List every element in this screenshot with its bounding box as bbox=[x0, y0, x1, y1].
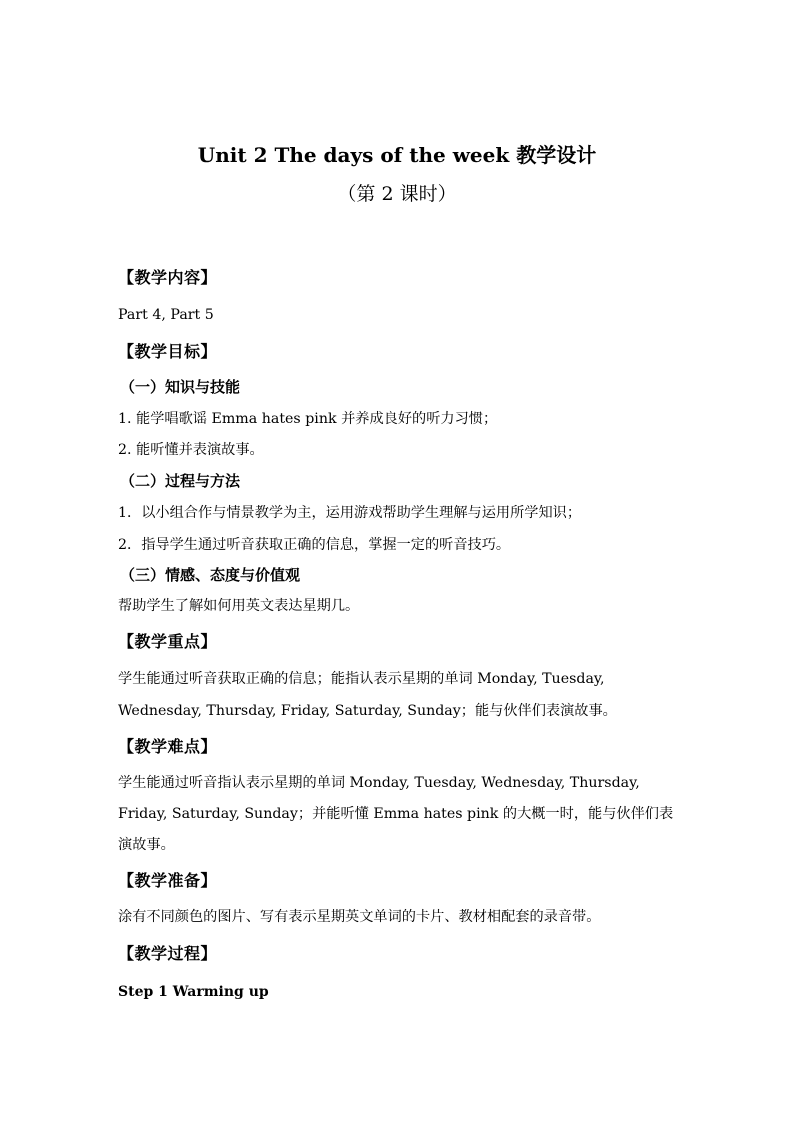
section-heading-goals: 【教学目标】 bbox=[118, 342, 218, 361]
difficult-points-line: Friday, Saturday, Sunday；并能听懂 Emma hates pink 的大概一时，能与伙伴们表 bbox=[118, 806, 674, 822]
section-heading-content: 【教学内容】 bbox=[118, 268, 218, 287]
step-1-heading: Step 1 Warming up bbox=[118, 984, 269, 1000]
section-heading-preparation: 【教学准备】 bbox=[118, 871, 218, 890]
key-points-line: 学生能通过听音获取正确的信息；能指认表示星期的单词 Monday, Tuesday, bbox=[118, 671, 605, 687]
goal-2-item: 1．以小组合作与情景教学为主，运用游戏帮助学生理解与运用所学知识； bbox=[118, 505, 582, 521]
goal-3-text: 帮助学生了解如何用英文表达星期几。 bbox=[118, 598, 360, 614]
content-text: Part 4, Part 5 bbox=[118, 307, 214, 323]
goal-1-item: 1. 能学唱歌谣 Emma hates pink 并养成良好的听力习惯； bbox=[118, 411, 498, 427]
section-heading-process: 【教学过程】 bbox=[118, 944, 218, 963]
document-title: Unit 2 The days of the week 教学设计 bbox=[197, 143, 597, 167]
section-heading-key-points: 【教学重点】 bbox=[118, 632, 218, 651]
subheading-process-method: （二）过程与方法 bbox=[120, 472, 241, 490]
document-subtitle: （第 2 课时） bbox=[337, 183, 457, 205]
subheading-emotion-values: （三）情感、态度与价值观 bbox=[120, 566, 301, 584]
key-points-line: Wednesday, Thursday, Friday, Saturday, Sunday；能与伙伴们表演故事。 bbox=[118, 703, 617, 719]
goal-2-item: 2．指导学生通过听音获取正确的信息，掌握一定的听音技巧。 bbox=[118, 537, 511, 553]
goal-1-item: 2. 能听懂并表演故事。 bbox=[118, 442, 264, 458]
difficult-points-line: 学生能通过听音指认表示星期的单词 Monday, Tuesday, Wednesday, Thursday, bbox=[118, 775, 640, 791]
section-heading-difficult-points: 【教学难点】 bbox=[118, 737, 218, 756]
preparation-text: 涂有不同颜色的图片、写有表示星期英文单词的卡片、教材相配套的录音带。 bbox=[118, 909, 601, 925]
difficult-points-line: 演故事。 bbox=[118, 837, 175, 853]
subheading-knowledge-skills: （一）知识与技能 bbox=[120, 378, 241, 396]
